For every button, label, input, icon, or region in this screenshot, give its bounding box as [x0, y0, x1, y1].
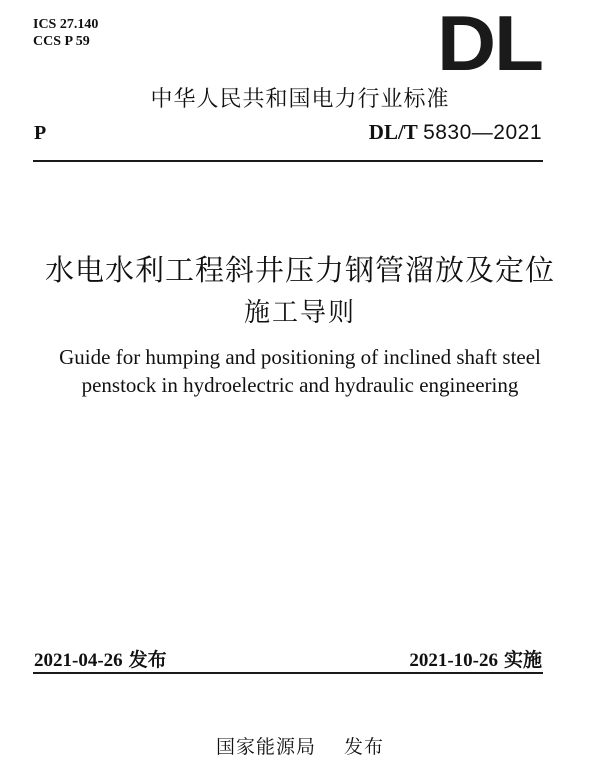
title-english [0, 343, 600, 399]
title-english-line-1: Guide for humping and positioning of inclined shaft steel [59, 345, 541, 369]
implement-label: 实施 [503, 649, 542, 671]
implement-date: 2021-10-26 [409, 650, 498, 671]
standard-prefix: DL/T [368, 120, 418, 144]
ics-ccs-codes [33, 16, 98, 50]
bottom-divider [33, 672, 543, 674]
issuer-name: 国家能源局 [215, 736, 316, 758]
issuer-action: 发布 [344, 736, 385, 758]
publish-label: 发布 [128, 649, 167, 671]
top-divider [33, 160, 543, 162]
publish-date: 2021-04-26 [34, 650, 123, 671]
title-english-line-2: penstock in hydroelectric and hydraulic engineering [81, 373, 519, 397]
title-chinese-line-2: 施工导则 [243, 298, 356, 328]
standard-code: 5830—2021 [423, 121, 542, 144]
issuer-block [0, 732, 600, 759]
ccs-code: CCS P 59 [33, 34, 90, 49]
publish-date-block [34, 645, 167, 672]
implement-date-block [409, 645, 542, 672]
title-chinese-line-1: 水电水利工程斜井压力钢管溜放及定位 [44, 253, 555, 287]
dl-logo: DL [437, 0, 542, 87]
standard-number [369, 120, 542, 145]
ics-code: ICS 27.140 [33, 17, 99, 32]
category-code: P [34, 122, 47, 144]
industry-standard-title: 中华人民共和国电力行业标准 [150, 87, 450, 112]
